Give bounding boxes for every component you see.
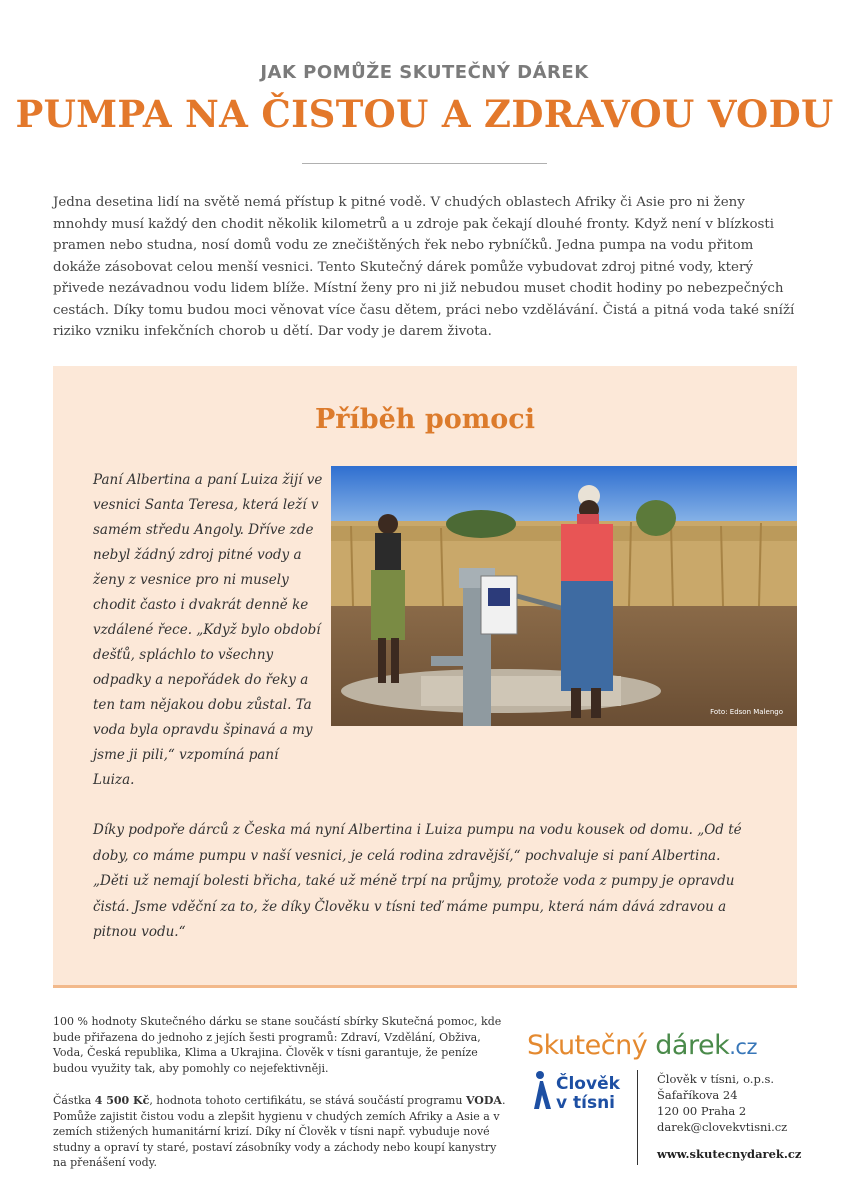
brand-domain: .cz [729,1035,757,1059]
footer-para2-suffix: . Pomůže zajistit čistou vodu a zlepšit hygienu v chudých zemích Afriky a Asie a v zemích stižených humanitární krizí. Díky ní Člověk v tísni např. vybuduje nové studny a opraví ty staré, postaví zásobníky vody a záchody nebo koupí kanystry na přenášení vody. [53,1094,506,1169]
certificate-amount: 4 500 Kč [94,1094,150,1107]
address-org: Člověk v tísni, o.p.s. [657,1072,775,1086]
intro-paragraph: Jedna desetina lidí na světě nemá přístup k pitné vodě. V chudých oblastech Afriky či Asie pro ni ženy mnohdy musí každý den chodit několik kilometrů a u zdroje pak čekají dlouhé fronty. Když není v blízkosti pramen nebo studna, nosí domů vodu ze znečištěných řek nebo rybníčků. Jedna pumpa na vodu přitom dokáže zásobovat celou menší vesnici. Tento Skutečný dárek pomůže vybudovat zdroj pitné vody, který přivede nezávadnou vodu lidem blíže. Místní ženy pro ni již nebudou muset chodit hodiny po nebezpečných cestách. Díky tomu budou moci věnovat více času dětem, práci nebo vzdělávání. Čistá a pitná voda také sníží riziko vzniku infekčních chorob u dětí. Dar vody je darem života. [53,195,795,339]
contact-email[interactable]: darek@clovekvtisni.cz [657,1120,788,1134]
footer-paragraph-1: 100 % hodnoty Skutečného dárku se stane součástí sbírky Skutečná pomoc, kde bude přiřazena do jednoho z jejích šesti programů: Zdraví, Vzdělání, Obživa, Voda, Česká republika, Klima a Ukrajina. Člověk v tísni garantuje, že peníze budou využity tak, aby pomohly co nejefektivněji. [53,1015,502,1075]
title-divider [302,163,547,164]
clovek-v-tisni-logo-text [556,1075,620,1113]
website-link[interactable]: www.skutecnydarek.cz [657,1147,802,1161]
footer-paragraph-2 [53,1093,513,1171]
ct-line-1: Člověk [556,1074,620,1094]
footer-para2-prefix: Částka [53,1094,95,1107]
story-panel-underline [53,985,797,988]
photo-credit: Foto: Edson Malengo [710,708,783,716]
story-photo [331,466,797,726]
footer-divider [637,1070,638,1165]
skutecny-darek-logo [527,1030,757,1061]
footer-para2-middle: , hodnota tohoto certifikátu, se stává součástí programu [149,1094,466,1107]
photo-illustration [331,466,797,726]
story-bottom-paragraph: Díky podpoře dárců z Česka má nyní Albertina i Luiza pumpu na vodu kousek od domu. „Od té doby, co máme pumpu v naší vesnici, je celá rodina zdravější,“ pochvaluje si paní Albertina. „Děti už nemají bolesti břicha, také už méně trpí na průjmy, protože voda z pumpy je opravdu čistá. Jsme vděční za to, že díky Člověku v tísni teď máme pumpu, která nám dává zdravou a pitnou vodu.“ [93,822,742,940]
story-title: Příběh pomoci [314,404,536,435]
brand-word-2: dárek [655,1030,730,1061]
program-name: VODA [465,1094,502,1107]
contact-address [657,1071,787,1135]
story-left-paragraph: Paní Albertina a paní Luiza žijí ve vesnici Santa Teresa, která leží v samém středu Angoly. Dříve zde nebyl žádný zdroj pitné vody a ženy z vesnice pro ni musely chodit často i dvakrát denně ke vzdálené řece. „Když bylo období dešťů, spláchlo to všechny odpadky a nepořádek do řeky a ten tam nějakou dobu zůstal. Ta voda byla opravdu špinavá a my jsme ji pili,“ vzpomíná paní Luiza. [93,472,323,788]
brand-word-1: Skutečný [527,1030,648,1061]
page-title: PUMPA NA ČISTOU A ZDRAVOU VODU [15,92,834,136]
address-city: 120 00 Praha 2 [657,1104,747,1118]
ct-line-2: v tísni [556,1093,616,1113]
address-street: Šafaříkova 24 [657,1088,738,1102]
page-subtitle: JAK POMŮŽE SKUTEČNÝ DÁREK [260,62,589,83]
